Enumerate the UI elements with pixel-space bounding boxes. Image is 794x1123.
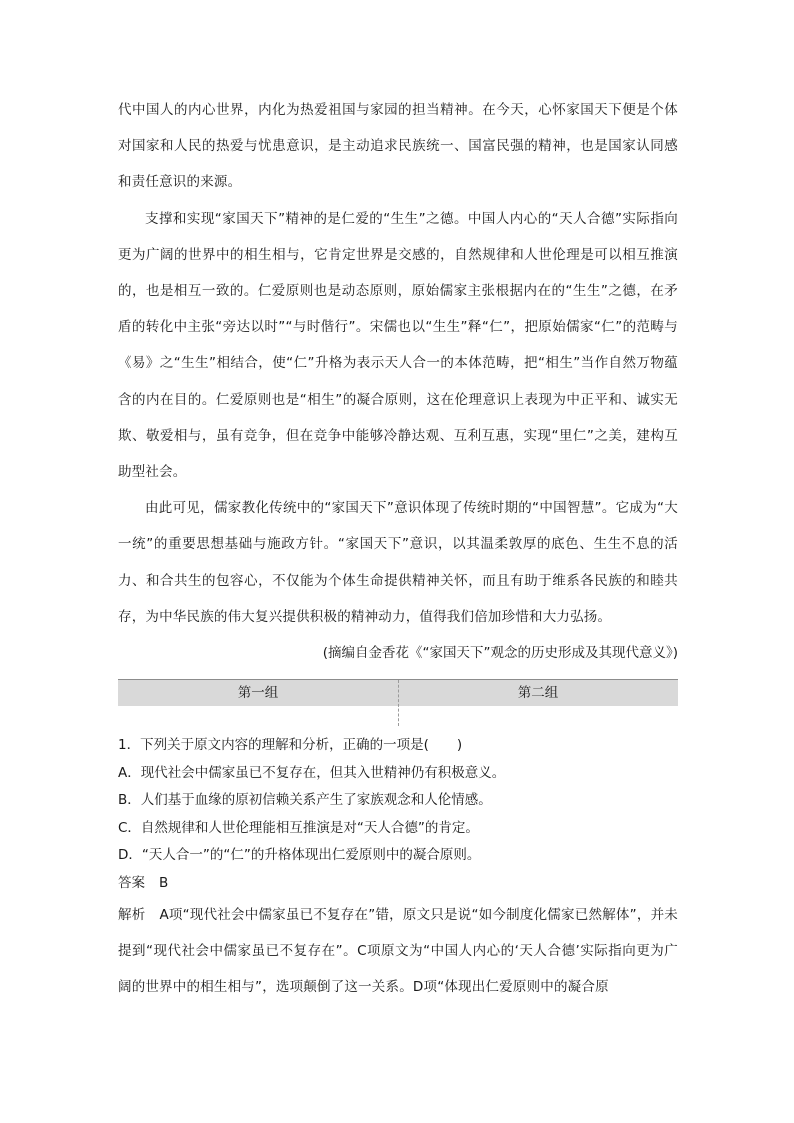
passage-source: (摘编自金香花《“家国天下”观念的历史形成及其现代意义》) [322,645,678,662]
analysis-paragraph [118,897,678,1005]
passage-paragraph-2: 支撑和实现“家国天下”精神的是仁爱的“生生”之德。中国人内心的“天人合德”实际指向更为广阔的世界中的相生相与，它肯定世界是交感的，自然规律和人世伦理是可以相互推演的，也是相互一致的。仁爱原则也是动态原则，原始儒家主张根据内在的“生生”之德，在矛盾的转化中主张“旁达以时”“与时偕行”。宋儒也以“生生”释“仁”，把原始儒家“仁”的范畴与《易》之“生生”相结合，使“仁”升格为表示天人合一的本体范畴，把“相生”当作自然万物蕴含的内在目的。仁爱原则也是“相生”的凝合原则，这在伦理意识上表现为中正平和、诚实无欺、敬爱相与，虽有竞争，但在竞争中能够冷静达观、互利互惠，实现“里仁”之美，建构互助型社会。 [118,210,678,481]
tab-group-2[interactable]: 第二组 [517,685,559,702]
tab-group-1[interactable]: 第一组 [237,685,279,702]
question-stem-close: ) [456,737,463,754]
question-stem [118,732,678,760]
option-d: D．“天人合一”的“仁”的升格体现出仁爱原则中的凝合原则。 [118,847,481,864]
question-stem-text: 1．下列关于原文内容的理解和分析，正确的一项是( [118,737,429,754]
passage-paragraph-3: 由此可见，儒家教化传统中的“家国天下”意识体现了传统时期的“中国智慧”。它成为“大一统”的重要思想基础与施政方针。“家国天下”意识，以其温柔敦厚的底色、生生不息的活力、和合共生的包容心，不仅能为个体生命提供精神关怀，而且有助于维系各民族的和睦共存，为中华民族的伟大复兴提供积极的精神动力，值得我们倍加珍惜和大力弘扬。 [118,500,678,625]
analysis-text: A项“现代社会中儒家虽已不复存在”错，原文只是说“如今制度化儒家已然解体”，并未提到“现代社会中儒家虽已不复存在”。C项原文为“中国人内心的‘天人合德’实际指向更为广阔的世界中的相生相与”，选项颠倒了这一关系。D项“体现出仁爱原则中的凝合原 [118,906,678,995]
option-b: B．人们基于血缘的原初信赖关系产生了家族观念和人伦情感。 [118,792,492,809]
question-block [118,732,678,1005]
group-tab-bar [118,679,678,706]
analysis-label: 解析 [118,906,146,923]
document-page [118,92,678,1005]
answer-line [118,870,678,897]
passage-paragraph-1: 代中国人的内心世界，内化为热爱祖国与家园的担当精神。在今天，心怀家国天下便是个体对国家和人民的热爱与忧患意识，是主动追求民族统一、国富民强的精神，也是国家认同感和责任意识的来源。 [118,102,678,191]
answer-value: B [159,874,169,891]
tab-divider [398,680,399,726]
option-a: A．现代社会中儒家虽已不复存在，但其入世精神仍有积极意义。 [118,764,506,781]
option-c: C．自然规律和人世伦理能相互推演是对“天人合德”的肯定。 [118,819,479,836]
answer-label: 答案 [118,874,145,891]
